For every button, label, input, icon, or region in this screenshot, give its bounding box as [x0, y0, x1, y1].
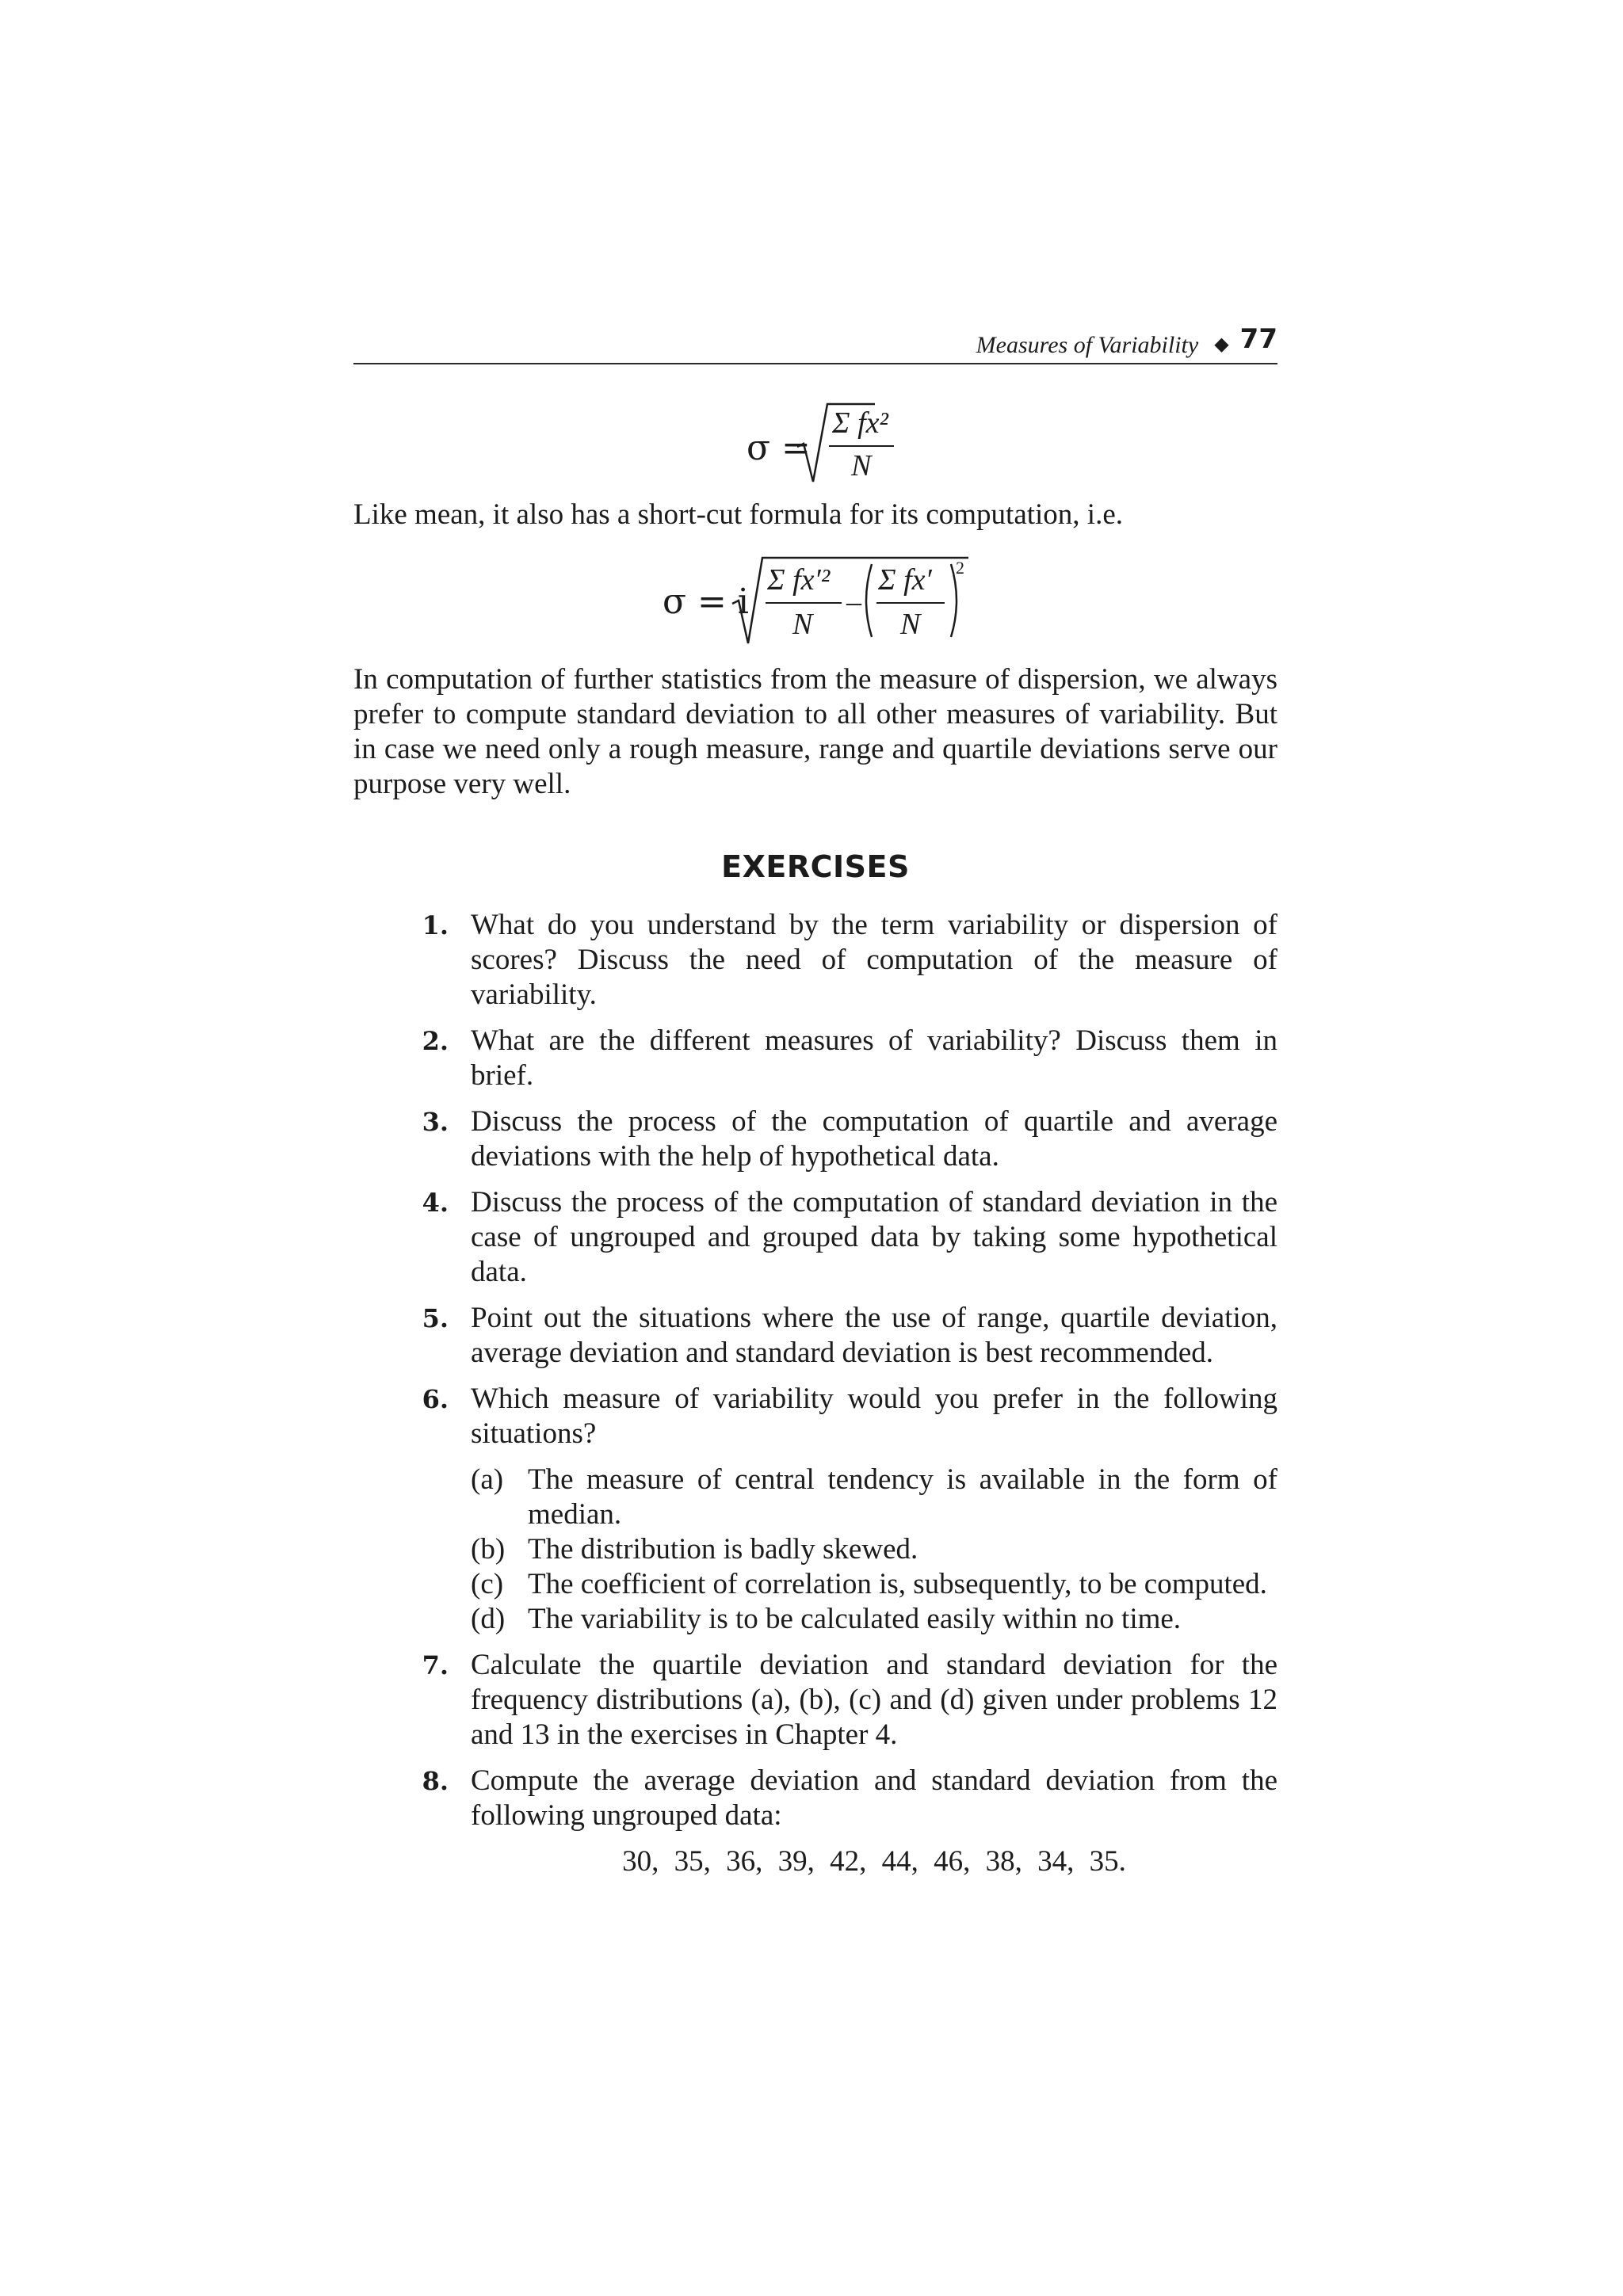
subitem-text: The distribution is badly skewed.: [528, 1533, 918, 1566]
exercise-item: [412, 908, 1277, 1013]
running-header-title: Measures of Variability: [976, 332, 1199, 358]
formula-shortcut-standard-deviation: [663, 553, 964, 650]
exercise-text: Discuss the process of the computation of standard deviation in the case of ungrouped and grouped data by taking some hypothetical data.: [471, 1186, 1277, 1288]
ungrouped-data: 30, 35, 36, 39, 42, 44, 46, 38, 34, 35.: [622, 1845, 1126, 1878]
exercises-heading: EXERCISES: [721, 849, 910, 884]
exercise-sublist: [471, 1463, 1277, 1637]
subitem-label: (d): [471, 1603, 506, 1635]
formula2-numerator-2: Σ fx′: [878, 563, 932, 597]
subitem-label: (a): [471, 1463, 504, 1496]
formula2-fraction-bar-2: [876, 602, 945, 604]
exercise-text: Point out the situations where the use of range, quartile deviation, average deviation and standard deviation is best recommended.: [471, 1302, 1277, 1369]
exercise-item: [412, 1764, 1277, 1879]
exercise-number: 6.: [422, 1384, 449, 1414]
exercise-text: Calculate the quartile deviation and standard deviation for the frequency distributions (a), (b), (c) and (d) given under problems 12 and 13 in the exercises in Chapter 4.: [471, 1649, 1277, 1751]
diamond-icon: ◆: [1214, 334, 1229, 355]
formula2-denominator-2: N: [900, 608, 921, 641]
formula2-exponent: 2: [956, 558, 964, 578]
formula-standard-deviation: [747, 401, 889, 488]
exercise-number: 1.: [422, 910, 449, 940]
formula2-numerator-1: Σ fx′²: [767, 563, 831, 597]
page-number: 77: [1239, 323, 1277, 355]
exercise-item: [412, 1185, 1277, 1290]
exercise-item: [412, 1382, 1277, 1637]
exercise-text: Discuss the process of the computation of quartile and average deviations with the help of hypothetical data.: [471, 1105, 1277, 1173]
exercise-number: 7.: [422, 1650, 449, 1680]
exercise-subitem: [471, 1532, 1277, 1567]
exercise-text: What do you understand by the term variability or dispersion of scores? Discuss the need of computation of the measure of variability.: [471, 909, 1277, 1011]
exercise-subitem: [471, 1602, 1277, 1637]
exercise-number: 2.: [422, 1026, 449, 1056]
formula1-numerator: Σ fx²: [832, 406, 888, 440]
running-header: [353, 323, 1277, 364]
subitem-text: The measure of central tendency is available in the form of median.: [528, 1463, 1277, 1531]
formula1-denominator: N: [851, 449, 872, 482]
paragraph-dispersion: In computation of further statistics from the measure of dispersion, we always prefer to compute standard deviation to all other measures of variability. But in case we need only a rough measure, range and quartile deviations serve our purpose very well.: [353, 663, 1277, 800]
subitem-label: (c): [471, 1568, 504, 1600]
exercise-number: 5.: [422, 1303, 449, 1333]
exercise-text: Which measure of variability would you prefer in the following situations?: [471, 1383, 1277, 1450]
formula2-lhs: σ = i: [663, 582, 749, 622]
subitem-label: (b): [471, 1533, 506, 1566]
formula2-denominator-1: N: [792, 608, 813, 641]
exercise-number: 4.: [422, 1188, 449, 1218]
subitem-text: The variability is to be calculated easily within no time.: [528, 1603, 1182, 1635]
exercises-list: [412, 908, 1277, 1890]
exercise-item: [412, 1104, 1277, 1174]
exercise-text: Compute the average deviation and standard deviation from the following ungrouped data:: [471, 1764, 1277, 1832]
exercise-item: [412, 1301, 1277, 1371]
exercise-item: [412, 1648, 1277, 1753]
exercise-subitem: [471, 1463, 1277, 1532]
formula2-fraction-bar-1: [766, 602, 842, 604]
paragraph-shortcut-intro: Like mean, it also has a short-cut formula for its computation, i.e.: [353, 498, 1123, 531]
formula1-lhs: σ =: [747, 428, 811, 468]
exercise-number: 8.: [422, 1766, 449, 1796]
exercise-subitem: [471, 1567, 1277, 1602]
exercise-text: What are the different measures of variability? Discuss them in brief.: [471, 1024, 1277, 1092]
exercise-item: [412, 1024, 1277, 1093]
subitem-text: The coefficient of correlation is, subsequently, to be computed.: [528, 1568, 1267, 1600]
exercise-number: 3.: [422, 1107, 449, 1137]
formula2-minus: –: [846, 585, 861, 619]
formula1-fraction-bar: [829, 445, 894, 447]
